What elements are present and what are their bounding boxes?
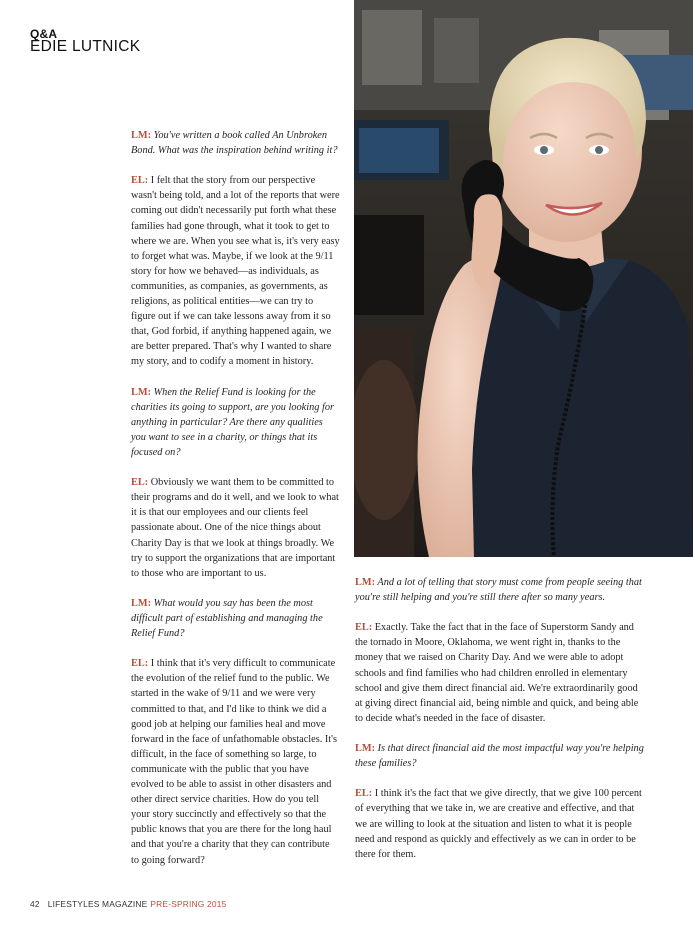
question-text: And a lot of telling that story must come from people seeing that you're still helping and you're still there after so many years. [355, 577, 642, 604]
speaker-label: EL: [131, 477, 149, 489]
speaker-label: LM: [355, 743, 376, 755]
answer-difficult-part [131, 656, 340, 867]
speaker-label: EL: [355, 788, 373, 800]
speaker-label: EL: [131, 658, 149, 670]
portrait-photo [354, 0, 693, 557]
question-text: When the Relief Fund is looking for the charities its going to support, are you looking for anything in particular? Are there any qualities you want to see in a charity, or things that its focused on? [131, 386, 334, 458]
interviewee-name: EDIE LUTNICK [30, 38, 141, 55]
question-telling-story [355, 575, 645, 605]
answer-text: Exactly. Take the fact that in the face of Superstorm Sandy and the tornado in Moore, Oklahoma, we went right in, thanks to the money that we raised on Charity Day. And we were able to adopt schools and find families who had children enrolled in elementary school and give them direct financial aid. We're extraordinarily good at giving direct financial aid, being nimble and quick, and being able to decide what's needed in the face of disaster. [355, 622, 639, 724]
speaker-label: LM: [131, 386, 152, 398]
answer-text: I think it's the fact that we give directly, that we give 100 percent of everything that we take in, we are creative and effective, and that we are willing to look at the situation and listen to what it is people need and respond as quickly and effectively as we can in order to be there for them. [355, 788, 642, 860]
speaker-label: LM: [355, 577, 376, 588]
question-difficult-part [131, 596, 340, 641]
speaker-label: EL: [355, 622, 373, 634]
speaker-label: LM: [131, 130, 152, 141]
answer-telling-story [355, 620, 645, 726]
answer-charities [131, 475, 340, 581]
section-kicker: Q&A [30, 27, 58, 41]
answer-financial-aid [355, 786, 645, 861]
question-charities [131, 385, 340, 460]
speaker-label: EL: [131, 175, 149, 187]
answer-book [131, 173, 340, 369]
question-text: What would you say has been the most difficult part of establishing and managing the Relief Fund? [131, 597, 323, 640]
left-column [131, 128, 340, 883]
question-financial-aid [355, 741, 645, 771]
speaker-label: LM: [131, 597, 152, 609]
issue-name: PRE-SPRING 2015 [150, 899, 227, 909]
answer-text: Obviously we want them to be committed to their programs and do it well, and we look to what it is that our employees and our clients feel passionate about. One of the nice things about Charity Day is that we look at things broadly. We try to support the organizations that are important to those who are important to us. [131, 477, 339, 579]
question-text: Is that direct financial aid the most impactful way you're helping these families? [355, 743, 644, 770]
question-book [131, 128, 340, 158]
answer-text: I felt that the story from our perspective wasn't being told, and a lot of the reports that were coming out didn't necessarily put forth what these families had gone through, what it took to get to where we are. When you see what is, it's very easy to forget what was. Maybe, if we look at the 9/11 story for how we behaved—as individuals, as communities, as companies, as governments, as religions, as political entities—we can try to figure out if we can take lessons away from it so that, God forbid, if anything happened again, we are better prepared. That's why I wanted to share my story, and to codify a moment in history. [131, 175, 340, 368]
answer-text: I think that it's very difficult to communicate the evolution of the relief fund to the public. We started in the wake of 9/11 and we were very committed to that, and I'd like to think we did a good job at helping our families heal and move forward in the face of unfathomable obstacles. It's difficult, in the face of something so large, to communicate with the public that you have evolved to be able to assist in other disasters and other direct service charities. How do you tell your story succinctly and effectively so that the public knows that you are there for the long haul and that you're a charity that they can contribute to going forward? [131, 658, 337, 866]
right-column [355, 575, 645, 877]
question-text: You've written a book called An Unbroken Bond. What was the inspiration behind writing it? [131, 130, 338, 157]
page-footer [30, 899, 226, 909]
page-number: 42 [30, 899, 40, 909]
magazine-name: LIFESTYLES MAGAZINE [47, 899, 148, 909]
